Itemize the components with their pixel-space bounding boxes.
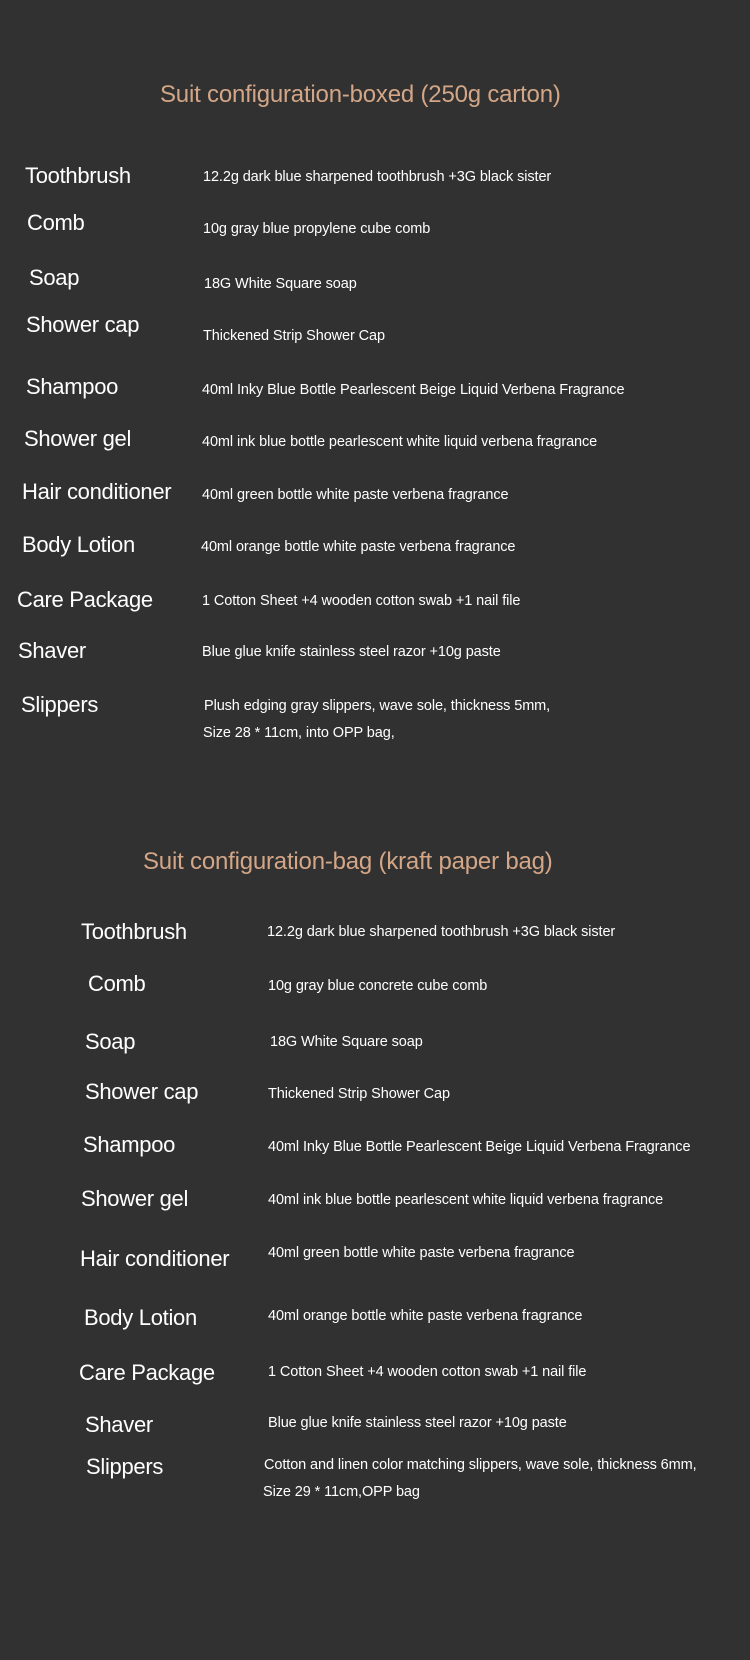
- item-desc-slippers: Plush edging gray slippers, wave sole, thickness 5mm,: [204, 698, 551, 714]
- item-desc-shaver: Blue glue knife stainless steel razor +10g paste: [268, 1415, 567, 1431]
- item-desc-care-package: 1 Cotton Sheet +4 wooden cotton swab +1 nail file: [202, 593, 521, 609]
- item-desc-shower-gel: 40ml ink blue bottle pearlescent white liquid verbena fragrance: [202, 434, 598, 450]
- item-label-body-lotion: Body Lotion: [22, 532, 135, 557]
- item-label-shower-cap: Shower cap: [26, 312, 140, 337]
- item-desc-soap: 18G White Square soap: [270, 1034, 423, 1050]
- item-desc-comb: 10g gray blue propylene cube comb: [203, 221, 431, 237]
- item-label-shower-cap: Shower cap: [85, 1079, 199, 1104]
- item-desc-shower-gel: 40ml ink blue bottle pearlescent white liquid verbena fragrance: [268, 1192, 664, 1208]
- item-label-toothbrush: Toothbrush: [25, 163, 131, 188]
- item-label-shaver: Shaver: [18, 638, 86, 663]
- item-desc-slippers: Cotton and linen color matching slippers, wave sole, thickness 6mm,: [264, 1457, 697, 1473]
- item-desc-slippers-line2: Size 28 * 11cm, into OPP bag,: [203, 725, 395, 741]
- item-label-slippers: Slippers: [86, 1454, 164, 1479]
- item-label-toothbrush: Toothbrush: [81, 919, 187, 944]
- item-label-shampoo: Shampoo: [83, 1132, 176, 1157]
- item-label-shower-gel: Shower gel: [24, 426, 132, 451]
- item-desc-shower-cap: Thickened Strip Shower Cap: [268, 1086, 450, 1102]
- item-desc-body-lotion: 40ml orange bottle white paste verbena fragrance: [268, 1308, 583, 1324]
- item-label-shampoo: Shampoo: [26, 374, 119, 399]
- item-desc-soap: 18G White Square soap: [204, 276, 357, 292]
- item-label-soap: Soap: [29, 265, 80, 290]
- item-desc-shaver: Blue glue knife stainless steel razor +10g paste: [202, 644, 501, 660]
- item-label-care-package: Care Package: [79, 1360, 215, 1385]
- item-desc-care-package: 1 Cotton Sheet +4 wooden cotton swab +1 nail file: [268, 1364, 587, 1380]
- item-desc-hair-conditioner: 40ml green bottle white paste verbena fragrance: [268, 1245, 575, 1261]
- item-desc-shampoo: 40ml Inky Blue Bottle Pearlescent Beige Liquid Verbena Fragrance: [268, 1139, 691, 1155]
- item-desc-shower-cap: Thickened Strip Shower Cap: [203, 328, 385, 344]
- item-label-slippers: Slippers: [21, 692, 99, 717]
- item-desc-toothbrush: 12.2g dark blue sharpened toothbrush +3G black sister: [203, 169, 552, 185]
- item-label-care-package: Care Package: [17, 587, 153, 612]
- item-desc-shampoo: 40ml Inky Blue Bottle Pearlescent Beige Liquid Verbena Fragrance: [202, 382, 625, 398]
- item-desc-slippers-line2: Size 29 * 11cm,OPP bag: [263, 1484, 420, 1500]
- item-label-comb: Comb: [27, 210, 85, 235]
- item-label-comb: Comb: [88, 971, 146, 996]
- item-label-shaver: Shaver: [85, 1412, 153, 1437]
- item-desc-body-lotion: 40ml orange bottle white paste verbena fragrance: [201, 539, 516, 555]
- item-desc-toothbrush: 12.2g dark blue sharpened toothbrush +3G black sister: [267, 924, 616, 940]
- item-label-body-lotion: Body Lotion: [84, 1305, 197, 1330]
- item-label-hair-conditioner: Hair conditioner: [80, 1246, 230, 1271]
- item-desc-hair-conditioner: 40ml green bottle white paste verbena fragrance: [202, 487, 509, 503]
- section-title-bag: Suit configuration-bag (kraft paper bag): [143, 848, 553, 875]
- item-label-soap: Soap: [85, 1029, 136, 1054]
- item-label-hair-conditioner: Hair conditioner: [22, 479, 172, 504]
- item-label-shower-gel: Shower gel: [81, 1186, 189, 1211]
- section-title-boxed: Suit configuration-boxed (250g carton): [160, 81, 561, 108]
- item-desc-comb: 10g gray blue concrete cube comb: [268, 978, 488, 994]
